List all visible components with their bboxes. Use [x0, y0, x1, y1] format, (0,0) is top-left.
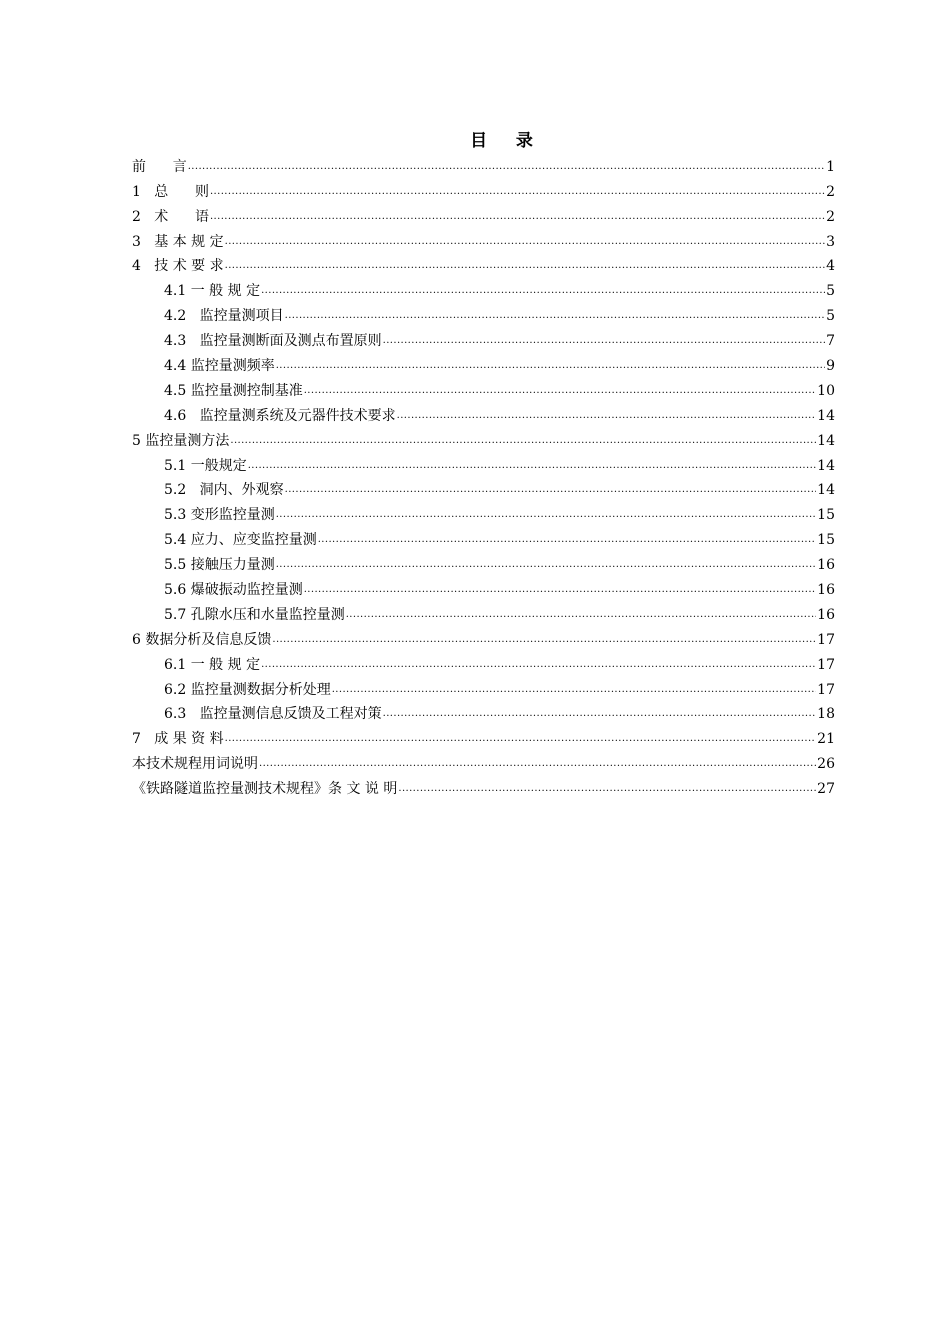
toc-entry-label: 6.1 一 般 规 定: [164, 656, 261, 673]
toc-entry-basic-rules[interactable]: [132, 226, 835, 251]
toc-entry-label: 7 成 果 资 料: [132, 731, 224, 748]
toc-entry-page: 14: [817, 432, 835, 449]
toc-entry-5-2[interactable]: [132, 475, 835, 500]
toc-entry-page: 4: [826, 258, 835, 275]
toc-entry-label: 5.4 应力、应变监控量测: [164, 532, 317, 549]
toc-entry-page: 2: [826, 208, 835, 225]
toc-entry-preface[interactable]: [132, 151, 835, 176]
dot-leader: [259, 757, 816, 771]
toc-entry-technical-requirements[interactable]: [132, 251, 835, 276]
dot-leader: [210, 185, 825, 199]
toc-entry-5-3[interactable]: [132, 499, 835, 524]
dot-leader: [276, 558, 816, 572]
toc-entry-page: 17: [817, 631, 835, 648]
toc-entry-page: 17: [817, 656, 835, 673]
toc-entry-page: 16: [817, 606, 835, 623]
toc-entry-results[interactable]: [132, 723, 835, 748]
toc-entry-monitoring-methods[interactable]: [132, 425, 835, 450]
toc-entry-label: 前 言: [132, 158, 187, 175]
toc-entry-page: 15: [817, 532, 835, 549]
toc-entry-label: 4.6 监控量测系统及元器件技术要求: [164, 407, 396, 424]
toc-entry-page: 26: [817, 756, 835, 773]
dot-leader: [285, 483, 817, 497]
toc-entry-page: 27: [817, 781, 835, 798]
toc-title: 目 录: [470, 131, 534, 151]
toc-entry-page: 5: [826, 283, 835, 300]
toc-entry-label: 《铁路隧道监控量测技术规程》条 文 说 明: [132, 781, 398, 798]
toc-entry-label: 5 监控量测方法: [132, 432, 230, 449]
toc-entry-page: 10: [817, 382, 835, 399]
toc-entry-label: 6.2 监控量测数据分析处理: [164, 681, 331, 698]
toc-entry-label: 5.3 变形监控量测: [164, 507, 275, 524]
toc-entry-label: 5.2 洞内、外观察: [164, 482, 284, 499]
dot-leader: [261, 658, 816, 672]
toc-entry-page: 16: [817, 557, 835, 574]
toc-entry-label: 3 基 本 规 定: [132, 233, 224, 250]
toc-entry-6-3[interactable]: [132, 699, 835, 724]
dot-leader: [304, 583, 816, 597]
dot-leader: [397, 409, 817, 423]
toc-entry-label: 6.3 监控量测信息反馈及工程对策: [164, 706, 382, 723]
toc-entry-page: 14: [817, 457, 835, 474]
toc-entry-page: 18: [817, 706, 835, 723]
toc-entry-label: 本技术规程用词说明: [132, 756, 258, 773]
toc-entry-page: 15: [817, 507, 835, 524]
toc-entry-5-5[interactable]: [132, 549, 835, 574]
dot-leader: [230, 434, 816, 448]
dot-leader: [261, 284, 825, 298]
toc-entry-general[interactable]: [132, 176, 835, 201]
toc-entry-page: 14: [817, 407, 835, 424]
dot-leader: [210, 210, 825, 224]
toc-entry-page: 3: [826, 233, 835, 250]
toc-entry-4-5[interactable]: [132, 375, 835, 400]
toc-entry-label: 5.7 孔隙水压和水量监控量测: [164, 606, 345, 623]
dot-leader: [225, 259, 825, 273]
toc-entry-label: 2 术 语: [132, 208, 209, 225]
dot-leader: [225, 732, 817, 746]
toc-entry-label: 4.3 监控量测断面及测点布置原则: [164, 333, 382, 350]
toc-entry-page: 5: [826, 308, 835, 325]
toc-entry-page: 14: [817, 482, 835, 499]
toc-entry-6-2[interactable]: [132, 674, 835, 699]
dot-leader: [285, 309, 825, 323]
toc-entry-4-2[interactable]: [132, 300, 835, 325]
dot-leader: [398, 782, 816, 796]
toc-entry-page: 17: [817, 681, 835, 698]
toc-entry-label: 1 总 则: [132, 183, 209, 200]
dot-leader: [346, 608, 816, 622]
toc-entry-label: 4.5 监控量测控制基准: [164, 382, 303, 399]
toc-entry-4-3[interactable]: [132, 325, 835, 350]
toc-entry-page: 7: [826, 333, 835, 350]
dot-leader: [276, 508, 816, 522]
dot-leader: [383, 707, 817, 721]
toc-entry-page: 2: [826, 183, 835, 200]
dot-leader: [318, 533, 816, 547]
toc-entry-label: 4.2 监控量测项目: [164, 308, 284, 325]
toc-entry-label: 4.4 监控量测频率: [164, 358, 275, 375]
dot-leader: [276, 359, 825, 373]
toc-entry-label: 5.6 爆破振动监控量测: [164, 582, 303, 599]
toc-entry-label: 6 数据分析及信息反馈: [132, 631, 272, 648]
toc-entry-page: 16: [817, 582, 835, 599]
toc-entry-label: 5.5 接触压力量测: [164, 557, 275, 574]
toc-entry-data-analysis[interactable]: [132, 624, 835, 649]
dot-leader: [225, 235, 825, 249]
toc-entry-label: 4 技 术 要 求: [132, 258, 224, 275]
toc-entry-5-4[interactable]: [132, 524, 835, 549]
toc-entry-terms[interactable]: [132, 201, 835, 226]
toc-entry-page: 1: [826, 158, 835, 175]
dot-leader: [332, 683, 816, 697]
toc-entry-4-6[interactable]: [132, 400, 835, 425]
toc-entry-5-6[interactable]: [132, 574, 835, 599]
toc-entry-wording-notes[interactable]: [132, 748, 835, 773]
toc-entry-explanation[interactable]: [132, 773, 835, 798]
dot-leader: [248, 459, 816, 473]
toc-entry-page: 21: [817, 731, 835, 748]
toc-entry-5-1[interactable]: [132, 450, 835, 475]
table-of-contents: [132, 151, 835, 798]
dot-leader: [304, 384, 816, 398]
toc-entry-4-4[interactable]: [132, 350, 835, 375]
toc-entry-5-7[interactable]: [132, 599, 835, 624]
toc-entry-page: 9: [826, 358, 835, 375]
toc-entry-label: 4.1 一 般 规 定: [164, 283, 261, 300]
toc-entry-4-1[interactable]: [132, 275, 835, 300]
dot-leader: [383, 334, 825, 348]
toc-entry-6-1[interactable]: [132, 649, 835, 674]
toc-entry-label: 5.1 一般规定: [164, 457, 247, 474]
dot-leader: [272, 633, 816, 647]
dot-leader: [188, 160, 825, 174]
